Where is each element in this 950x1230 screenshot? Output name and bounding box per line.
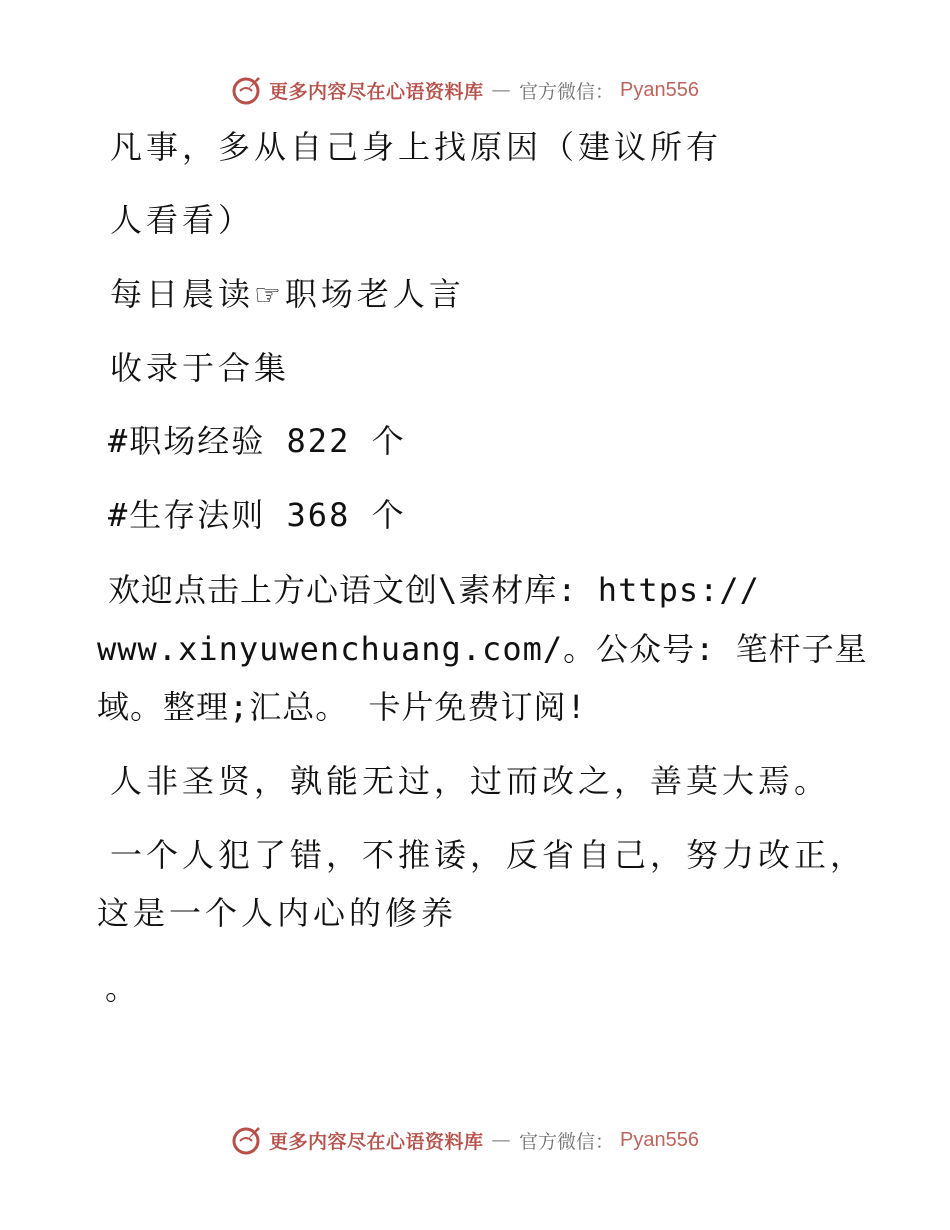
footer-banner-dash: — — [491, 1129, 512, 1151]
series-prefix: 每日晨读 — [110, 275, 255, 313]
paragraph-end: 。 — [105, 969, 142, 1007]
header-banner-account: Pyan556 — [620, 78, 699, 101]
series-name: 职场老人言 — [284, 275, 465, 313]
footer-banner-account: Pyan556 — [620, 1128, 699, 1151]
collected-in-label: 收录于合集 — [110, 349, 291, 387]
paragraph-line1: 一个人犯了错，不推诿，反省自己，努力改正， — [110, 836, 867, 874]
promo-line3: 域。整理;汇总。 卡片免费订阅! — [97, 688, 587, 726]
pointing-hand-icon: ☞ — [254, 278, 281, 313]
footer-banner-label: 官方微信： — [519, 1130, 615, 1153]
header-banner-title: 更多内容尽在心语资料库 — [269, 80, 484, 103]
promo-line2: www.xinyuwenchuang.com/。公众号: 笔杆子星 — [97, 630, 868, 668]
article-title-line2: 人看看） — [110, 201, 255, 239]
paragraph-line2: 这是一个人内心的修养 — [97, 894, 458, 932]
footer-watermark-banner — [0, 1120, 950, 1160]
series-line — [110, 274, 465, 316]
collection-tag-survival[interactable]: #生存法则 368 个 — [108, 496, 406, 534]
header-banner-label: 官方微信： — [519, 80, 615, 103]
quote-line: 人非圣贤，孰能无过，过而改之，善莫大焉。 — [110, 762, 831, 800]
footer-banner-title: 更多内容尽在心语资料库 — [269, 1130, 484, 1153]
quill-logo-icon — [231, 1124, 263, 1156]
promo-line1: 欢迎点击上方心语文创\素材库: https:// — [108, 571, 760, 609]
footer-banner-content — [231, 1124, 699, 1156]
header-banner-dash: — — [491, 79, 512, 101]
collection-tag-workplace[interactable]: #职场经验 822 个 — [108, 422, 406, 460]
article-title-line1: 凡事，多从自己身上找原因（建议所有 — [110, 128, 723, 166]
